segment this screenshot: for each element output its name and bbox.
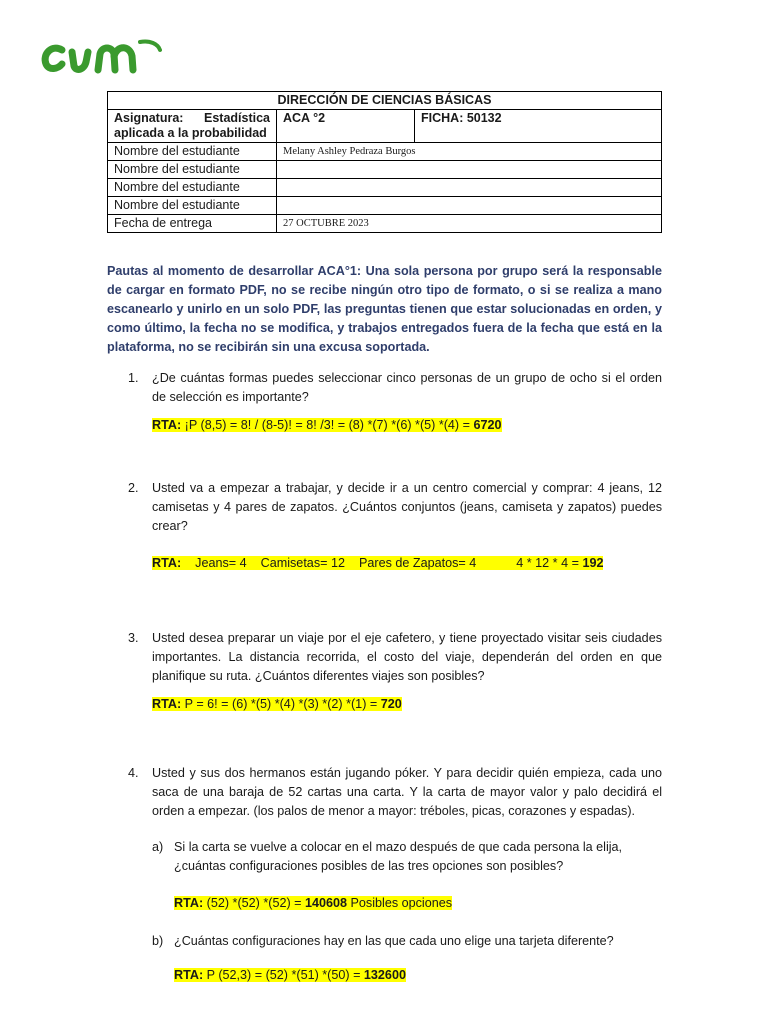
answer-result: 192 (582, 556, 604, 570)
answer-label: RTA: (174, 968, 204, 982)
student-value (277, 197, 662, 215)
header-table (107, 91, 662, 233)
subject-label: Asignatura: Estadística aplicada a la probabilidad (114, 111, 270, 140)
question-text: Usted desea preparar un viaje por el eje cafetero, y tiene proyectado visitar seis ciudades importantes. La distancia recorrida, el costo del viaje, dependerán del orden en que planifique su ruta. ¿Cuántos diferentes viajes son posibles? (152, 631, 662, 683)
answer-result: 6720 (473, 418, 502, 432)
delivery-date-value: 27 OCTUBRE 2023 (277, 215, 662, 233)
question-text: ¿De cuántas formas puedes seleccionar cinco personas de un grupo de ocho si el orden de selección es importante? (152, 371, 662, 404)
student-label: Nombre del estudiante (108, 197, 277, 215)
answer-camisetas: Camisetas= 12 (260, 556, 345, 570)
answer-1 (152, 417, 502, 433)
question-number: 3. (128, 631, 139, 645)
answer-jeans: Jeans= 4 (195, 556, 247, 570)
student-value: Melany Ashley Pedraza Burgos (277, 143, 662, 161)
answer-label: RTA: (152, 556, 182, 570)
question-text: Usted y sus dos hermanos están jugando póker. Y para decidir quién empieza, cada uno saca de una baraja de 52 cartas una carta. Y la carta de mayor valor y palo decidirá el orden a empezar. (los palos de menor a mayor: tréboles, picas, corazones y espadas). (152, 766, 662, 818)
question-number: 1. (128, 371, 139, 385)
answer-label: RTA: (174, 896, 204, 910)
answer-4a (174, 895, 452, 911)
sub-question-text: ¿Cuántas configuraciones hay en las que cada uno elige una tarjeta diferente? (174, 934, 614, 948)
answer-text: P (52,3) = (52) *(51) *(50) = (203, 968, 364, 982)
answer-result: 132600 (363, 968, 406, 982)
answer-label: RTA: (152, 418, 182, 432)
student-value (277, 179, 662, 197)
guidelines-paragraph: Pautas al momento de desarrollar ACA°1: Una sola persona por grupo será la responsable de cargar en formato PDF, no se recibe ningún otro tipo de formato, o si se realiza a mano escanearlo y unirlo en un solo PDF, las preguntas tienen que estar solucionadas en orden, y como último, la fecha no se modifica, y trabajos entregados fuera de la fecha que está en la plataforma, no se recibirán sin una excusa soportada. (107, 264, 662, 354)
student-label: Nombre del estudiante (108, 143, 277, 161)
ficha-cell: FICHA: 50132 (415, 110, 662, 143)
sub-question-letter: b) (152, 934, 164, 948)
question-number: 4. (128, 766, 139, 780)
answer-4b (174, 967, 406, 983)
answer-2 (152, 555, 603, 571)
answer-label: RTA: (152, 697, 182, 711)
answer-3 (152, 696, 402, 712)
question-text: Usted va a empezar a trabajar, y decide ir a un centro comercial y comprar: 4 jeans, 12 camisetas y 4 pares de zapatos. ¿Cuántos conjuntos (jeans, camiseta y zapatos) puedes crear? (152, 481, 662, 533)
student-label: Nombre del estudiante (108, 161, 277, 179)
answer-formula: 4 * 12 * 4 = (516, 556, 583, 570)
header-title: DIRECCIÓN DE CIENCIAS BÁSICAS (108, 92, 662, 110)
answer-suffix: Posibles opciones (347, 896, 453, 910)
question-number: 2. (128, 481, 139, 495)
answer-result: 140608 (305, 896, 348, 910)
sub-question-text: Si la carta se vuelve a colocar en el mazo después de que cada persona la elija, ¿cuántas configuraciones posibles de las tres opciones son posibles? (174, 840, 623, 873)
answer-text: (52) *(52) *(52) = (203, 896, 305, 910)
sub-question-letter: a) (152, 840, 164, 854)
delivery-date-label: Fecha de entrega (108, 215, 277, 233)
answer-pares: Pares de Zapatos= 4 (358, 556, 477, 570)
answer-text: P = 6! = (6) *(5) *(4) *(3) *(2) *(1) = (181, 697, 381, 711)
student-label: Nombre del estudiante (108, 179, 277, 197)
student-value (277, 161, 662, 179)
answer-text: ¡P (8,5) = 8! / (8-5)! = 8! /3! = (8) *(7) *(6) *(5) *(4) = (181, 418, 474, 432)
answer-result: 720 (380, 697, 402, 711)
aca-cell: ACA °2 (277, 110, 415, 143)
subject-cell (108, 110, 277, 143)
cun-logo (40, 36, 162, 78)
